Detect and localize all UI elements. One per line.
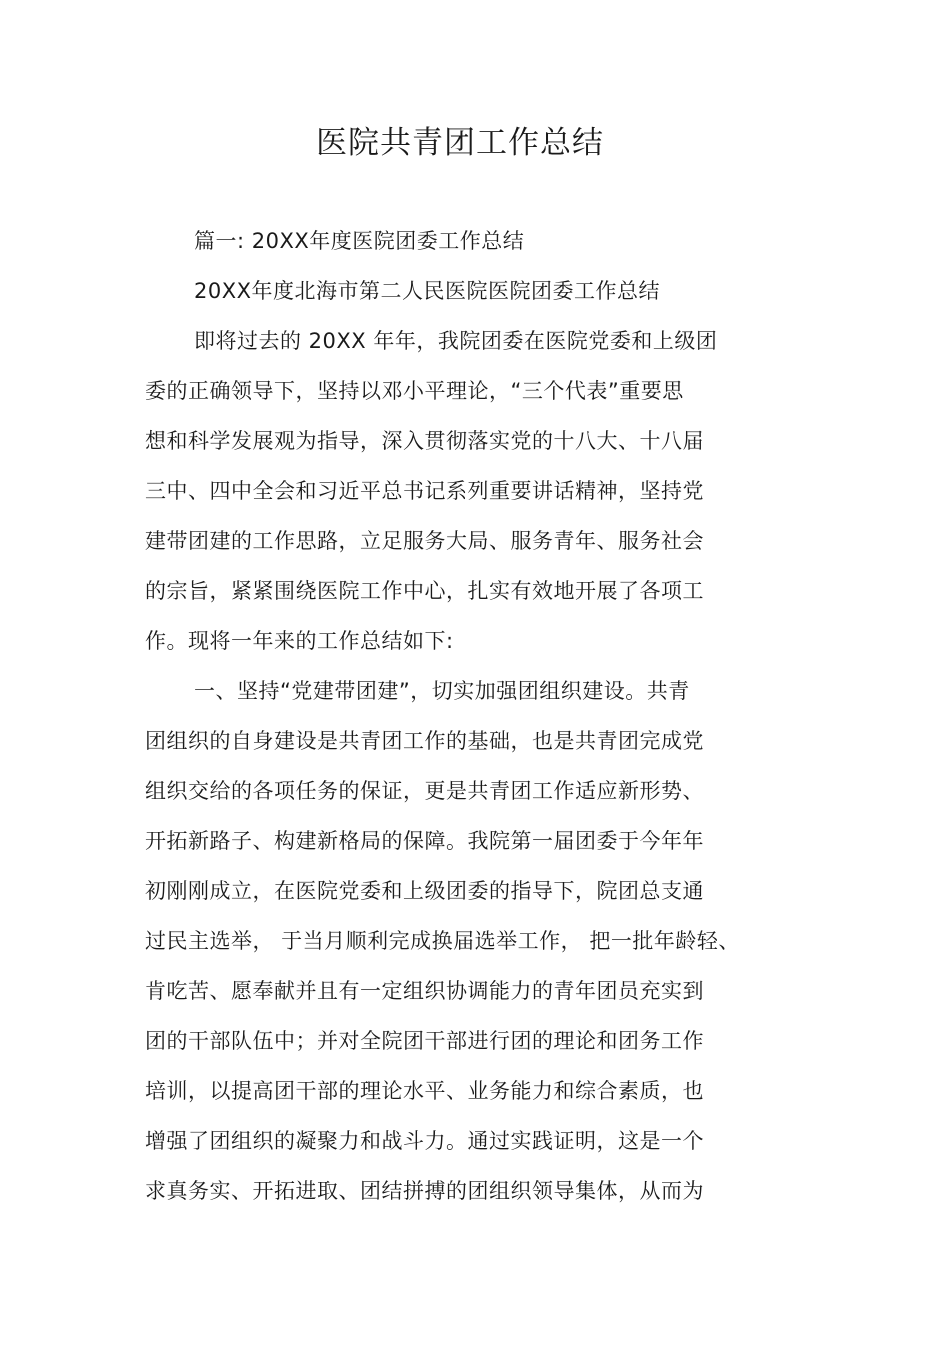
paragraph-line: 培训，以提高团干部的理论水平、业务能力和综合素质，也 <box>145 1079 704 1103</box>
paragraph-line: 建带团建的工作思路，立足服务大局、服务青年、服务社会 <box>145 529 704 553</box>
paragraph-line: 求真务实、开拓进取、团结拼搏的团组织领导集体，从而为 <box>145 1179 704 1203</box>
paragraph-line: 三中、四中全会和习近平总书记系列重要讲话精神，坚持党 <box>145 479 704 503</box>
paragraph-line: 委的正确领导下，坚持以邓小平理论，“三个代表”重要思 <box>145 379 684 403</box>
paragraph-line: 团组织的自身建设是共青团工作的基础，也是共青团完成党 <box>145 729 704 753</box>
paragraph-line: 肯吃苦、愿奉献并且有一定组织协调能力的青年团员充实到 <box>145 979 704 1003</box>
paragraph-line: 一、坚持“党建带团建”，切实加强团组织建设。共青 <box>194 679 690 703</box>
paragraph-line: 过民主选举， 于当月顺利完成换届选举工作， 把一批年龄轻、 <box>145 929 740 953</box>
paragraph-line: 初刚刚成立，在医院党委和上级团委的指导下，院团总支通 <box>145 879 704 903</box>
section-heading: 篇一: 20XX年度医院团委工作总结 <box>194 229 525 253</box>
paragraph-line: 即将过去的 20XX 年年，我院团委在医院党委和上级团 <box>194 329 718 353</box>
document-title: 医院共青团工作总结 <box>316 125 604 161</box>
report-subtitle: 20XX年度北海市第二人民医院医院团委工作总结 <box>194 279 660 303</box>
paragraph-line: 开拓新路子、构建新格局的保障。我院第一届团委于今年年 <box>145 829 704 853</box>
paragraph-line: 的宗旨，紧紧围绕医院工作中心，扎实有效地开展了各项工 <box>145 579 704 603</box>
paragraph-line: 组织交给的各项任务的保证，更是共青团工作适应新形势、 <box>145 779 704 803</box>
paragraph-line: 作。现将一年来的工作总结如下: <box>145 629 454 653</box>
paragraph-line: 想和科学发展观为指导，深入贯彻落实党的十八大、十八届 <box>145 429 704 453</box>
paragraph-line: 团的干部队伍中；并对全院团干部进行团的理论和团务工作 <box>145 1029 704 1053</box>
paragraph-line: 增强了团组织的凝聚力和战斗力。通过实践证明，这是一个 <box>145 1129 704 1153</box>
